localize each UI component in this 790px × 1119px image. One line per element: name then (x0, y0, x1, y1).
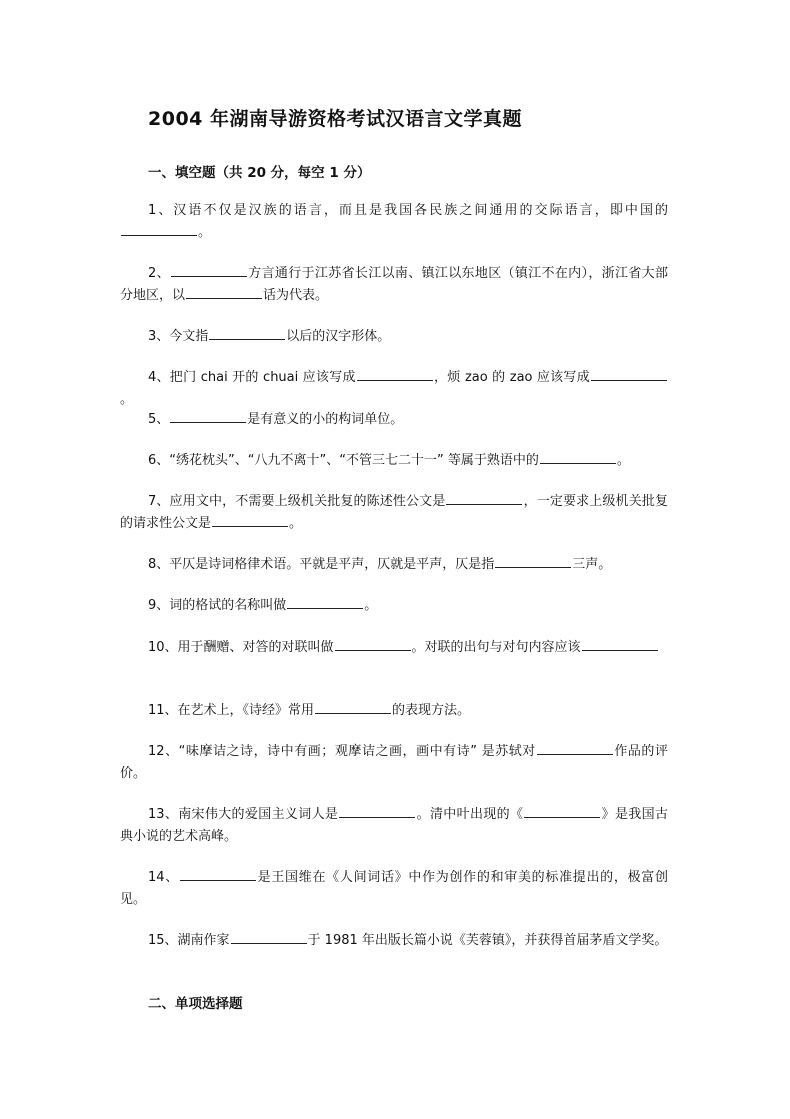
question-text: 8、平仄是诗词格律术语。平就是平声，仄就是平声，仄是指 (148, 557, 495, 572)
question-text: 。清中叶出现的《 (416, 807, 524, 822)
question-text: 13、南宋伟大的爱国主义词人是 (148, 807, 339, 822)
question-4 (120, 367, 668, 411)
question-text: 三声。 (572, 557, 612, 572)
question-text: 。 (198, 225, 212, 240)
answer-blank[interactable] (446, 492, 522, 505)
question-11 (120, 700, 668, 722)
answer-blank[interactable] (540, 451, 616, 464)
answer-blank[interactable] (180, 868, 256, 881)
question-13 (120, 804, 668, 848)
question-text: 4、把门 chai 开的 chuai 应该写成 (148, 370, 356, 385)
answer-blank[interactable] (537, 742, 613, 755)
question-text: 6、“绣花枕头”、“八九不离十”、“不管三七二十一” 等属于熟语中的 (148, 453, 539, 468)
answer-blank[interactable] (524, 805, 600, 818)
question-text: 话为代表。 (263, 288, 329, 303)
question-15 (120, 930, 668, 952)
page-title: 2004 年湖南导游资格考试汉语言文学真题 (148, 108, 522, 130)
question-text: 是有意义的小的构词单位。 (247, 412, 404, 427)
question-text: 9、词的格试的名称叫做 (148, 598, 287, 613)
answer-blank[interactable] (212, 514, 288, 527)
question-text: 方言通行于江苏省长江以南、镇江以东地区（镇江不在内），浙江省大部分地区，以 (120, 266, 668, 303)
question-6 (120, 450, 668, 472)
question-7 (120, 491, 668, 535)
answer-blank[interactable] (121, 223, 197, 236)
answer-blank[interactable] (335, 638, 411, 651)
answer-blank[interactable] (287, 596, 363, 609)
question-text: 3、今文指 (148, 329, 209, 344)
answer-blank[interactable] (357, 368, 433, 381)
question-10 (120, 637, 668, 659)
question-text: 11、在艺术上，《诗经》常用 (148, 703, 315, 718)
question-text: 。 (364, 598, 378, 613)
answer-blank[interactable] (170, 410, 246, 423)
question-text: 作品的评价。 (120, 744, 668, 781)
question-text: 1、汉语不仅是汉族的语言，而且是我国各民族之间通用的交际语言，即中国的 (148, 203, 668, 218)
question-text: 10、用于酬赠、对答的对联叫做 (148, 640, 334, 655)
question-text: 的表现方法。 (392, 703, 471, 718)
question-text: ，烦 zao 的 zao 应该写成 (433, 370, 590, 385)
answer-blank[interactable] (186, 286, 262, 299)
question-12 (120, 741, 668, 785)
answer-blank[interactable] (339, 805, 415, 818)
question-text: 5、 (148, 412, 170, 427)
answer-blank[interactable] (231, 931, 307, 944)
question-3 (120, 326, 668, 348)
question-8 (120, 554, 668, 576)
question-1 (120, 200, 668, 244)
question-text: 。 (289, 516, 303, 531)
answer-blank[interactable] (582, 638, 658, 651)
question-5 (120, 409, 668, 431)
question-text: 是王国维在《人间词话》中作为创作的和审美的标准提出的，极富创见。 (120, 870, 668, 907)
question-9 (120, 595, 668, 617)
question-text: 。 (616, 453, 630, 468)
question-text: ，一定要求上级机关批复的请求性公文是 (120, 494, 668, 531)
question-text: 。对联的出句与对句内容应该 (411, 640, 581, 655)
question-text: 2、 (148, 266, 170, 281)
question-text: 12、“味摩诘之诗，诗中有画；观摩诘之画，画中有诗” 是苏轼对 (148, 744, 536, 759)
question-text: 以后的汉字形体。 (286, 329, 391, 344)
answer-blank[interactable] (209, 327, 285, 340)
question-2 (120, 263, 668, 307)
question-text: 7、应用文中，不需要上级机关批复的陈述性公文是 (148, 494, 446, 509)
section-heading-fill-blank: 一、填空题（共 20 分，每空 1 分） (148, 165, 371, 181)
answer-blank[interactable] (591, 368, 667, 381)
answer-blank[interactable] (495, 555, 571, 568)
answer-blank[interactable] (315, 701, 391, 714)
question-text: 。 (120, 392, 134, 407)
question-text: 14、 (148, 870, 179, 885)
question-text: 》是我国古典小说的艺术高峰。 (120, 807, 668, 844)
section-heading-single-choice: 二、单项选择题 (148, 996, 243, 1012)
question-14 (120, 867, 668, 911)
question-text: 15、湖南作家 (148, 933, 230, 948)
question-text: 于 1981 年出版长篇小说《芙蓉镇》，并获得首届茅盾文学奖。 (307, 933, 668, 948)
answer-blank[interactable] (171, 264, 247, 277)
